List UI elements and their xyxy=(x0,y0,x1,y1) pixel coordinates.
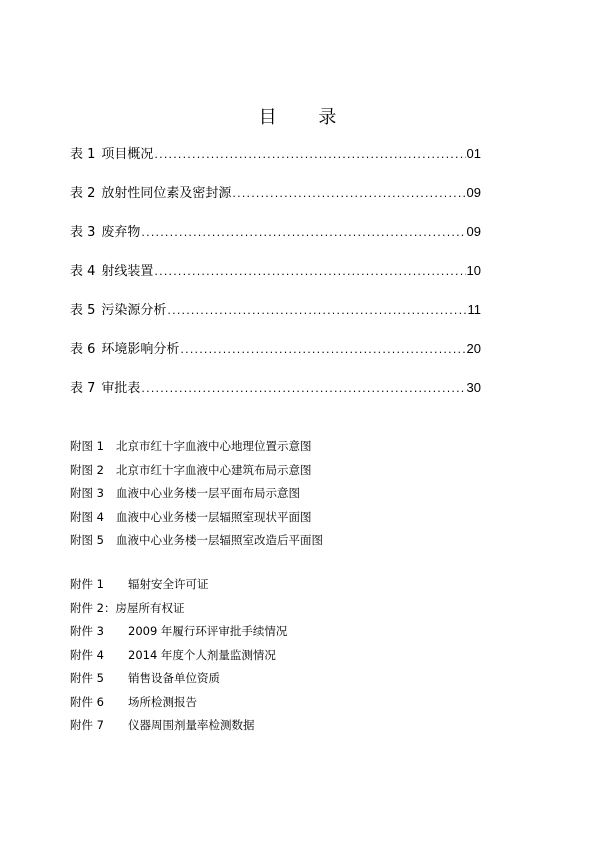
dot-leader xyxy=(141,222,465,244)
toc-entry-number: 表 5 xyxy=(70,303,96,318)
figure-item[interactable] xyxy=(70,507,530,531)
toc-entry-number: 表 4 xyxy=(70,264,96,279)
attachment-number: 附件 1 xyxy=(70,577,104,591)
attachment-title: 房屋所有权证 xyxy=(115,600,185,615)
toc-entry-3[interactable] xyxy=(70,221,481,260)
figure-title: 北京市红十字血液中心地理位置示意图 xyxy=(116,439,312,453)
attachment-title: 仪器周围剂量率检测数据 xyxy=(128,718,255,732)
toc-page-number: 10 xyxy=(466,263,481,278)
toc-entry-5[interactable] xyxy=(70,299,481,338)
toc-entry-title: 射线装置 xyxy=(101,264,154,279)
toc-entry-number: 表 6 xyxy=(70,342,96,357)
toc-entry-2[interactable] xyxy=(70,182,481,221)
figure-number: 附图 1 xyxy=(70,439,104,453)
figure-title: 血液中心业务楼一层辐照室现状平面图 xyxy=(116,509,312,524)
attachment-item[interactable] xyxy=(70,645,530,669)
attachment-number: 附件 4 xyxy=(70,647,104,662)
attachment-item[interactable] xyxy=(70,715,530,739)
dot-leader xyxy=(167,300,466,322)
figure-title: 血液中心业务楼一层辐照室改造后平面图 xyxy=(116,533,323,547)
table-of-contents xyxy=(70,143,481,416)
figure-number: 附图 3 xyxy=(70,486,104,500)
attachment-title: 2009 年履行环评审批手续情况 xyxy=(128,624,288,638)
toc-page-number: 30 xyxy=(466,380,481,395)
toc-entry-number: 表 2 xyxy=(70,186,96,201)
dot-leader xyxy=(154,261,465,283)
toc-page-number: 20 xyxy=(466,341,481,356)
attachment-number: 附件 3 xyxy=(70,624,104,638)
attachment-title: 场所检测报告 xyxy=(128,694,197,709)
figure-item[interactable] xyxy=(70,530,530,554)
page-title: 目 录 xyxy=(258,107,355,128)
toc-entry-number: 表 3 xyxy=(70,225,96,240)
figure-number: 附图 5 xyxy=(70,533,104,547)
attachment-number: 附件 2： xyxy=(70,600,116,615)
figure-item[interactable] xyxy=(70,483,530,507)
dot-leader xyxy=(141,378,465,400)
toc-entry-7[interactable] xyxy=(70,377,481,416)
attachment-title: 辐射安全许可证 xyxy=(128,577,209,591)
attachment-item[interactable] xyxy=(70,574,530,598)
toc-page-number: 11 xyxy=(467,302,481,317)
toc-entry-4[interactable] xyxy=(70,260,481,299)
figure-number: 附图 4 xyxy=(70,509,104,524)
figure-title: 血液中心业务楼一层平面布局示意图 xyxy=(116,486,300,500)
attachment-item[interactable] xyxy=(70,621,530,645)
attachment-number: 附件 6 xyxy=(70,694,104,709)
attachment-title: 2014 年度个人剂量监测情况 xyxy=(128,647,276,662)
toc-page-number: 09 xyxy=(466,185,481,200)
toc-entry-title: 审批表 xyxy=(101,381,141,396)
figure-title: 北京市红十字血液中心建筑布局示意图 xyxy=(116,462,312,477)
attachment-item[interactable] xyxy=(70,668,530,692)
toc-page-number: 01 xyxy=(466,146,481,161)
attachment-item[interactable] xyxy=(70,598,530,622)
figure-item[interactable] xyxy=(70,436,530,460)
toc-entry-number: 表 1 xyxy=(70,147,96,162)
figure-item[interactable] xyxy=(70,460,530,484)
toc-entry-1[interactable] xyxy=(70,143,481,182)
attachment-number: 附件 7 xyxy=(70,718,104,732)
attachment-item[interactable] xyxy=(70,692,530,716)
dot-leader xyxy=(232,183,465,205)
toc-entry-title: 放射性同位素及密封源 xyxy=(101,186,232,201)
toc-page-number: 09 xyxy=(466,224,481,239)
toc-entry-title: 环境影响分析 xyxy=(101,342,180,357)
toc-entry-number: 表 7 xyxy=(70,381,96,396)
figure-list xyxy=(70,436,530,554)
attachment-title: 销售设备单位资质 xyxy=(128,671,220,685)
dot-leader xyxy=(180,339,465,361)
attachment-list xyxy=(70,574,530,739)
toc-entry-title: 项目概况 xyxy=(101,147,154,162)
toc-entry-6[interactable] xyxy=(70,338,481,377)
toc-entry-title: 废弃物 xyxy=(101,225,141,240)
toc-entry-title: 污染源分析 xyxy=(101,303,167,318)
figure-number: 附图 2 xyxy=(70,462,104,477)
attachment-number: 附件 5 xyxy=(70,671,104,685)
dot-leader xyxy=(154,144,465,166)
